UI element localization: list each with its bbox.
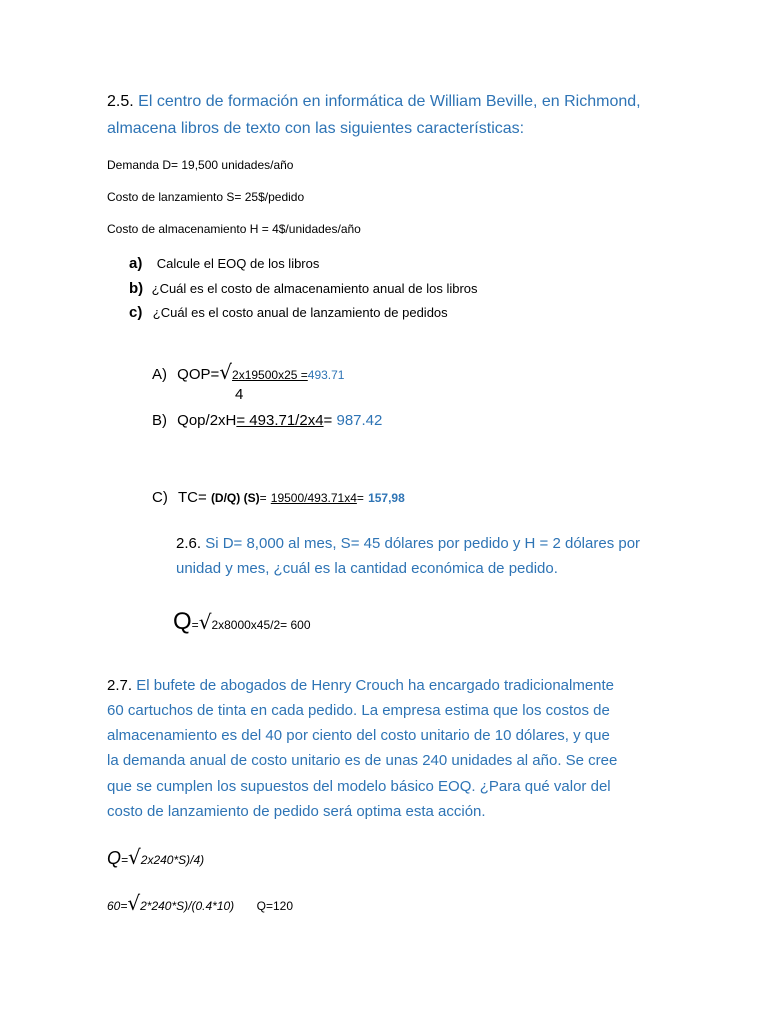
problem-2-6-formula [173,608,311,636]
formula-expression: 2x8000x45/2= 600 [211,618,311,632]
list-item-label: c) [129,304,143,321]
formula-expression: 2x19500x25 = [232,368,308,382]
list-item [129,304,448,322]
formula-expression: 2*240*S)/(0.4*10) [140,899,235,913]
problem-2-6-heading [176,535,640,552]
problem-2-5-text-line-2: almacena libros de texto con las siguientes características: [107,120,525,137]
formula-result: 493.71 [307,368,345,382]
formula-prefix: QOP= [177,366,220,383]
formula-prefix: Qop/2xH [177,412,237,429]
equals-sign: = [121,853,129,867]
problem-text: El bufete de abogados de Henry Crouch ha encargado tradicionalmente [136,677,615,694]
list-item-text: ¿Cuál es el costo anual de lanzamiento de pedidos [152,305,448,320]
setup-cost-line: Costo de lanzamiento S= 25$/pedido [107,190,305,204]
formula-prefix: TC= [178,489,207,506]
list-item-label: b) [129,280,144,297]
demand-line: Demanda D= 19,500 unidades/año [107,158,294,172]
equals-sign: = [259,491,267,505]
list-item-label: a) [129,255,143,272]
answer-a [152,360,344,384]
problem-2-7-line-5: que se cumplen los supuestos del modelo básico EOQ. ¿Para qué valor del [107,778,611,795]
square-root-icon: √ [127,891,141,915]
problem-text: El centro de formación en informática de William Beville, en Richmond, [138,93,641,110]
list-item [129,255,319,273]
formula-q: Q [107,848,122,868]
formula-expression: 2x240*S)/4) [140,853,205,867]
problem-number: 2.6. [176,535,202,552]
formula-term: (D/Q) (S) [210,491,260,505]
equals-sign: = [356,491,364,505]
problem-2-7-line-4: la demanda anual de costo unitario es de unas 240 unidades al año. Se cree [107,752,618,769]
square-root-icon: √ [128,845,141,869]
equals-sign: = [191,618,199,632]
formula-expression: 19500/493.71x4 [270,491,357,505]
answer-b [152,412,382,429]
problem-2-7-line-2: 60 cartuchos de tinta en cada pedido. La empresa estima que los costos de [107,702,610,719]
problem-text: Si D= 8,000 al mes, S= 45 dólares por pedido y H = 2 dólares por [205,535,641,552]
problem-number: 2.7. [107,677,133,694]
problem-2-7-line-6: costo de lanzamiento de pedido será optima esta acción. [107,803,486,820]
answer-c [152,489,405,506]
problem-2-7-formula-1 [107,845,204,869]
formula-result: 157,98 [368,491,405,505]
problem-2-7-line-1 [107,677,614,694]
formula-result: Q=120 [256,899,293,913]
problem-2-5-heading [107,93,641,111]
formula-result: 987.42 [336,412,383,429]
list-item [129,280,478,298]
problem-number: 2.5. [107,93,134,110]
formula-q: Q [173,608,192,635]
equals-sign: = [323,412,333,429]
formula-expression: = 493.71/2x4 [236,412,324,429]
square-root-icon: √ [198,610,212,634]
list-item-text: Calcule el EOQ de los libros [156,256,320,271]
formula-denominator: 4 [235,386,244,403]
answer-label: B) [152,412,167,429]
problem-2-7-line-3: almacenamiento es del 40 por ciento del costo unitario de 10 dólares, y que [107,727,610,744]
square-root-icon: √ [219,360,233,384]
answer-label: A) [152,366,167,383]
formula-prefix: 60= [107,899,128,913]
problem-2-6-text-line-2: unidad y mes, ¿cuál es la cantidad económica de pedido. [176,560,558,577]
list-item-text: ¿Cuál es el costo de almacenamiento anual de los libros [151,281,478,296]
holding-cost-line: Costo de almacenamiento H = 4$/unidades/año [107,222,361,236]
answer-label: C) [152,489,168,506]
problem-2-7-formula-2 [107,891,293,915]
